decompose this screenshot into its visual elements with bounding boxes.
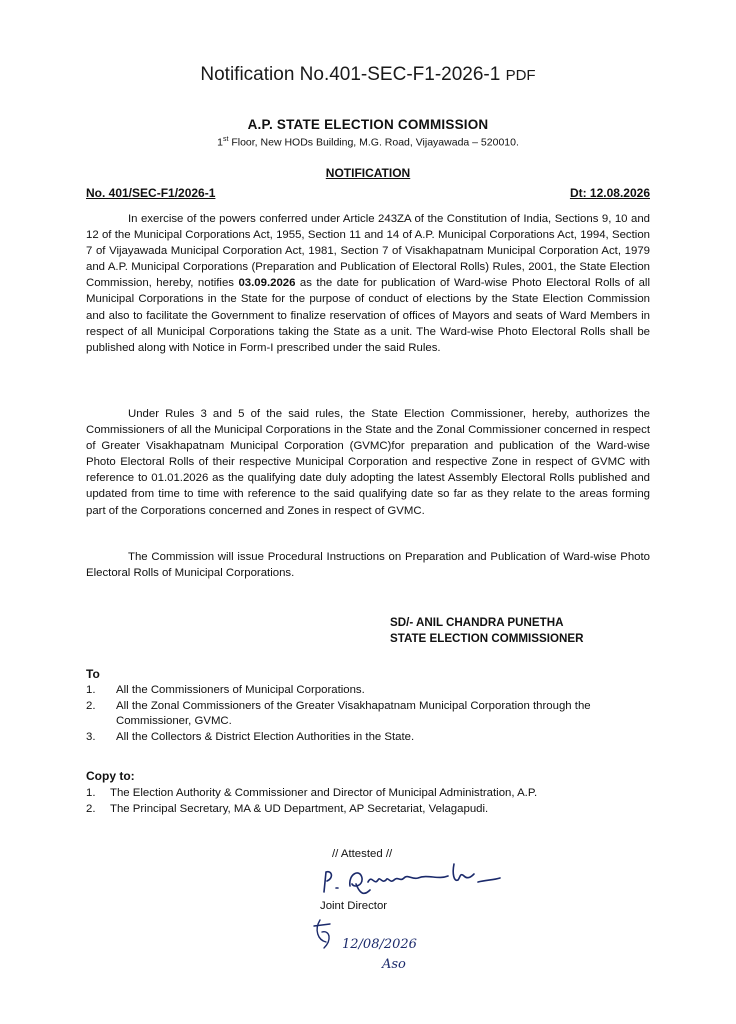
list-text: All the Commissioners of Municipal Corporations. (116, 684, 365, 696)
reference-date: Dt: 12.08.2026 (569, 186, 650, 200)
reference-number: No. 401/SEC-F1/2026-1 (86, 186, 216, 200)
list-item (86, 699, 650, 730)
page-title (0, 64, 736, 86)
handwritten-date: 12/08/2026 (342, 937, 417, 952)
signatory-designation: STATE ELECTION COMMISSIONER (390, 632, 584, 645)
list-number: 2. (86, 699, 96, 712)
publication-date: 03.09.2026 (238, 277, 296, 290)
attested-role: Joint Director (320, 900, 388, 912)
attestation-block (308, 844, 528, 974)
list-item (86, 683, 650, 699)
handwritten-initials: Aso (382, 957, 406, 972)
list-item (86, 786, 650, 802)
para1-after: as the date for publication of Ward-wise Photo Electoral Rolls of all Municipal Corporations in the State for the purpose of conduct of elections by the State Election Commission and also to facilitate the Government to finalize reservation of offices of Mayors and seats of Ward Members in respect of all Municipal Corporations taking the State as a unit. The Ward-wise Photo Electoral Rolls shall be published along with Notice in Form-I prescribed under the said Rules. (86, 277, 650, 354)
address-rest: Floor, New HODs Building, M.G. Road, Vijayawada – 520010. (228, 136, 519, 149)
body-paragraph-3: The Commission will issue Procedural Instructions on Preparation and Publication of Ward-wise Photo Electoral Rolls of Municipal Corporations. (86, 551, 650, 580)
list-number: 1. (86, 684, 96, 696)
attested-label: // Attested // (332, 848, 393, 860)
list-text: All the Collectors & District Election Authorities in the State. (116, 730, 415, 743)
signatory-name: SD/- ANIL CHANDRA PUNETHA (390, 616, 564, 629)
copy-to-label: Copy to: (86, 769, 135, 783)
para1-before: In exercise of the powers conferred under Article 243ZA of the Constitution of India, Sections 9, 10 and 12 of the Municipal Corporations Act, 1955, Section 11 and 14 of A.P. Municipal Corporations Act, 1994, Section 7 of Vijayawada Municipal Corporation Act, 1981, Section 7 of Visakhapatnam Municipal Corporation Act, 1979 and A.P. Municipal Corporations (Preparation and Publication of Electoral Rolls) Rules, 2001, the State Election Commission, hereby, notifies (86, 213, 650, 290)
notification-heading: NOTIFICATION (325, 166, 411, 180)
copy-to-list (86, 786, 650, 817)
commission-address (0, 136, 736, 149)
list-item (86, 730, 650, 746)
list-text: The Election Authority & Commissioner and Director of Municipal Administration, A.P. (110, 787, 538, 799)
to-list (86, 683, 650, 745)
pdf-label: PDF (505, 67, 536, 84)
list-number: 3. (86, 730, 96, 743)
to-label: To (86, 667, 100, 681)
address-floor: 1 (217, 136, 223, 149)
list-text: The Principal Secretary, MA & UD Department, AP Secretariat, Velagapudi. (110, 802, 489, 815)
list-number: 2. (86, 802, 96, 815)
list-item (86, 802, 650, 818)
commission-name: A.P. STATE ELECTION COMMISSION (247, 117, 489, 132)
list-text: All the Zonal Commissioners of the Greater Visakhapatnam Municipal Corporation through the Commissioner, GVMC. (116, 699, 591, 728)
page-title-text: Notification No.401-SEC-F1-2026-1 (200, 64, 501, 85)
body-paragraph-2: Under Rules 3 and 5 of the said rules, the State Election Commissioner, hereby, authorizes the Commissioners of all the Municipal Corporations in the State and the Zonal Commissioner concerned in respect of Greater Visakhapatnam Municipal Corporation (GVMC)for preparation and publication of the Ward-wise Photo Electoral Rolls of their respective Municipal Corporation and respective Zone in respect of GVMC with reference to 01.01.2026 as the qualifying date duly adopting the latest Assembly Electoral Rolls published and updated from time to time with reference to the said qualifying date so far as they relate to the areas forming part of the Corporations concerned and Zones in respect of GVMC. (86, 408, 650, 517)
list-number: 1. (86, 787, 96, 799)
body-paragraph-1 (86, 211, 650, 356)
address-superscript: st (222, 136, 229, 143)
